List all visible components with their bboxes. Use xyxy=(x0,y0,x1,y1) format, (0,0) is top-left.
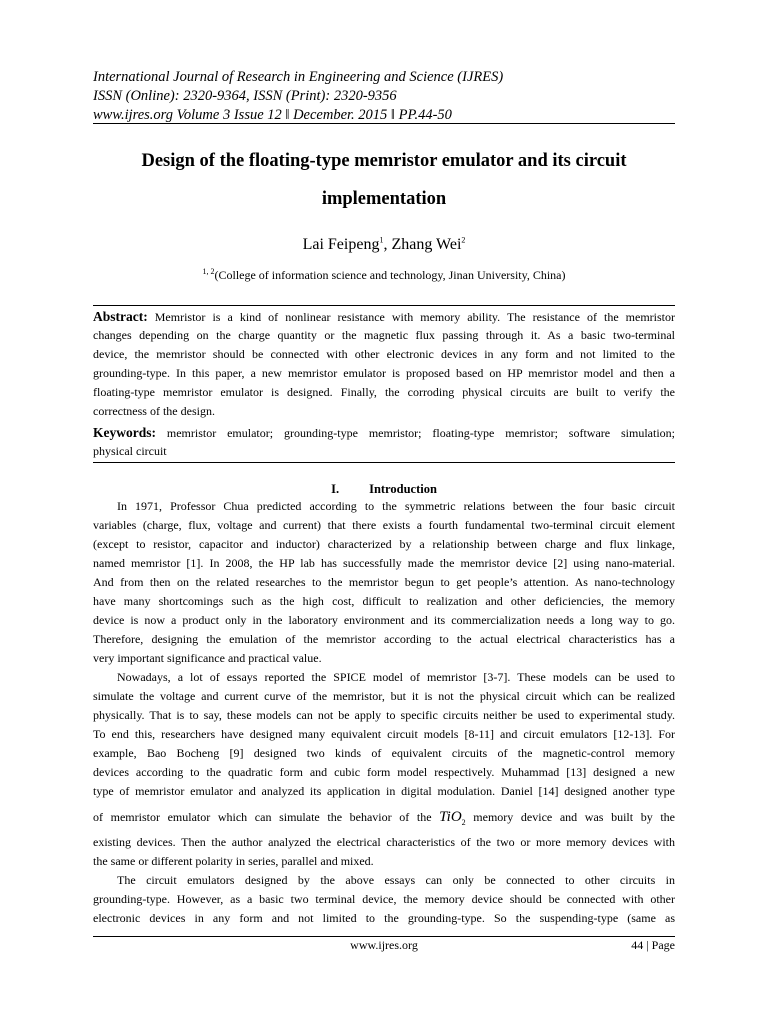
body-line: variables (charge, flux, voltage and current) that there exists a fourth fundamental two-terminal circuit element xyxy=(93,518,675,532)
body-line: electronic devices in any form and not limited to the grounding-type. So the suspending-type (same as xyxy=(93,911,675,925)
footer-website: www.ijres.org xyxy=(350,938,418,952)
tio2-subscript: 2 xyxy=(461,818,466,827)
paper-title xyxy=(93,142,675,218)
body-line: the same or different polarity in series, parallel and mixed. xyxy=(93,854,374,868)
tio-before: of memristor emulator which can simulate the behavior of the xyxy=(93,810,432,824)
header-rule xyxy=(93,123,675,124)
title-line-2: implementation xyxy=(321,189,447,209)
section-number: I. xyxy=(331,482,340,496)
body-line: very important significance and practical value. xyxy=(93,651,322,665)
affiliation-sup: 1, 2 xyxy=(202,267,215,276)
affiliation xyxy=(93,268,675,283)
author-separator: , xyxy=(383,236,392,253)
journal-header xyxy=(93,68,503,125)
abstract-line: device, the memristor should be connected with other electronic devices in any form and not limited to the xyxy=(93,347,675,361)
author-1-sup: 1 xyxy=(379,235,384,245)
keywords-text: memristor emulator; grounding-type memristor; floating-type memristor; software simulation; xyxy=(156,426,675,440)
abstract xyxy=(93,307,675,421)
body-line: named memristor [1]. In 2008, the HP lab has successfully made the memristor device [2] using nano-material. xyxy=(93,556,675,570)
body-line: Therefore, designing the emulation of the memristor according to the actual electrical characteristics has a xyxy=(93,632,675,646)
body-line-tio2 xyxy=(93,801,675,833)
section-title: Introduction xyxy=(369,482,437,496)
author-1: Lai Feipeng xyxy=(302,236,380,253)
page-number: 44 | Page xyxy=(631,938,675,952)
abstract-top-rule xyxy=(93,305,675,306)
authors xyxy=(93,236,675,254)
title-line-1: Design of the floating-type memristor emulator and its circuit xyxy=(141,151,627,171)
body-line: grounding-type. However, as a basic two terminal device, the memory device should be connected with other xyxy=(93,892,675,906)
body-line: have many shortcomings such as the high cost, difficult to realization and other deficiencies, the memory xyxy=(93,594,675,608)
abstract-line: grounding-type. In this paper, a new memristor emulator is proposed based on HP memristor model and then a xyxy=(93,366,675,380)
body-line: device is now a product only in the laboratory environment and its commercialization needs a long way to go. xyxy=(93,613,675,627)
body-line: And from then on the related researches to the memristor begun to get people’s attention. As nano-technology xyxy=(93,575,675,589)
body-text xyxy=(93,497,675,928)
body-line: physically. That is to say, these models can not be apply to specific circuits neither be used to experimental study. xyxy=(93,708,675,722)
body-line: type of memristor emulator and analyzed its application in digital modulation. Daniel [14] designed another type xyxy=(93,784,675,798)
tio2-symbol: TiO xyxy=(439,809,462,825)
keywords-text: physical circuit xyxy=(93,444,167,458)
body-line: In 1971, Professor Chua predicted according to the symmetric relations between the four basic circuit xyxy=(117,499,675,513)
abstract-line: Memristor is a kind of nonlinear resistance with memory ability. The resistance of the memristor xyxy=(147,310,675,324)
body-line: existing devices. Then the author analyzed the electrical characteristics of the two or more memory devices with xyxy=(93,835,675,849)
journal-volume: www.ijres.org Volume 3 Issue 12 ǁ December. 2015 ǁ PP.44-50 xyxy=(93,107,452,123)
abstract-label: Abstract: xyxy=(93,309,148,324)
body-line: Nowadays, a lot of essays reported the SPICE model of memristor [3-7]. These models can be used to xyxy=(117,670,675,684)
body-line: To end this, researchers have designed many equivalent circuit models [8-11] and circuit emulators [12-13]. For xyxy=(93,727,675,741)
tio-after: memory device and was built by the xyxy=(473,810,675,824)
footer-rule xyxy=(93,936,675,937)
abstract-line: changes depending on the charge quantity or the magnetic flux passing through it. As a basic two-terminal xyxy=(93,328,675,342)
body-line: simulate the voltage and current curve of the memristor, but it is not the physical circuit which can be realized xyxy=(93,689,675,703)
abstract-line: floating-type memristor emulator is designed. Finally, the corroding physical circuits are built to verify the xyxy=(93,385,675,399)
body-line: (except to resistor, capacitor and inductor) characterized by a relationship between charge and flux linkage, xyxy=(93,537,675,551)
body-line: The circuit emulators designed by the above essays can only be connected to other circuits in xyxy=(117,873,675,887)
abstract-bottom-rule xyxy=(93,462,675,463)
section-heading xyxy=(93,482,675,497)
affiliation-text: (College of information science and technology, Jinan University, China) xyxy=(214,268,566,282)
keywords-label: Keywords: xyxy=(93,425,156,440)
tio2-formula xyxy=(439,809,466,825)
abstract-line: correctness of the design. xyxy=(93,404,215,418)
author-2: Zhang Wei xyxy=(391,236,462,253)
body-line: devices according to the quadratic form and cubic form model respectively. Muhammad [13] designed a new xyxy=(93,765,675,779)
body-line: example, Bao Bocheng [9] designed two kinds of equivalent circuits of the magnetic-control memory xyxy=(93,746,675,760)
journal-name: International Journal of Research in Engineering and Science (IJRES) xyxy=(93,69,504,85)
author-2-sup: 2 xyxy=(461,235,466,245)
keywords xyxy=(93,423,675,461)
journal-issn: ISSN (Online): 2320-9364, ISSN (Print): 2320-9356 xyxy=(93,88,397,104)
